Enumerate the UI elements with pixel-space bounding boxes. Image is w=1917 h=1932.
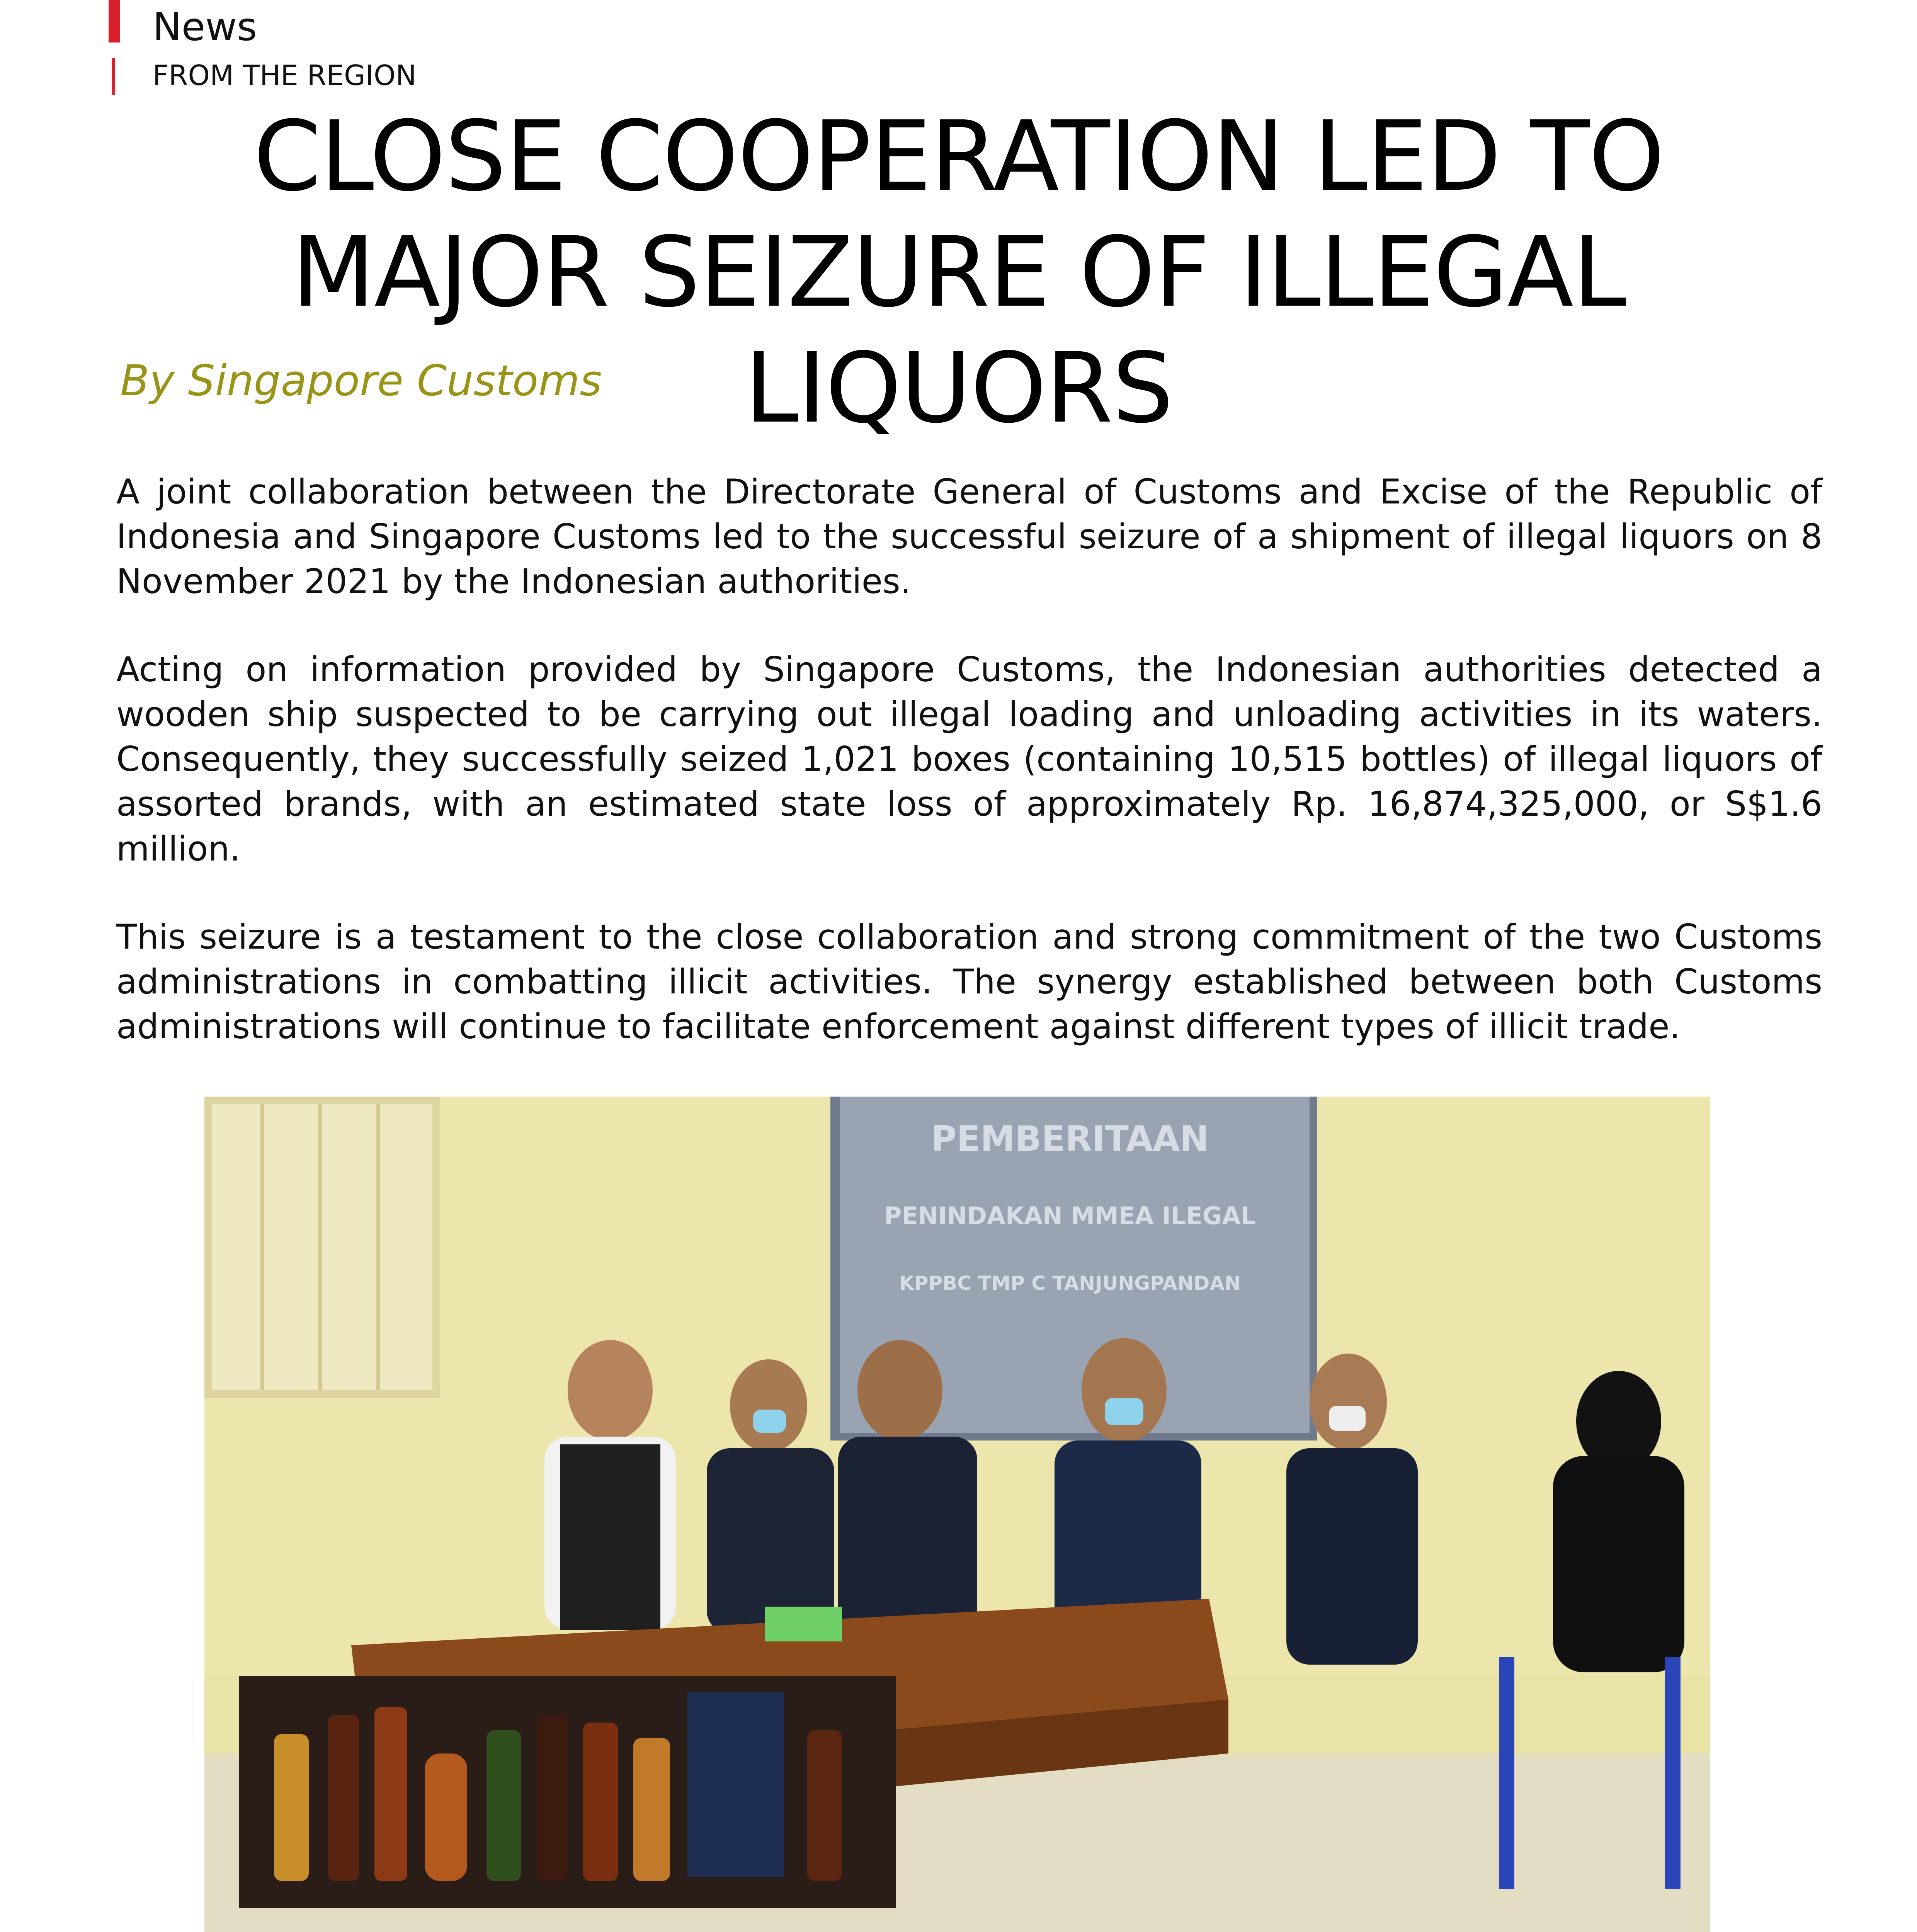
section-marker-bar <box>109 0 120 43</box>
subsection-label: FROM THE REGION <box>153 59 417 92</box>
body-paragraph: Acting on information provided by Singapore Customs, the Indonesian authorities detected a wooden ship suspected to be carrying out illegal loading and unloading activities in its waters. Consequently, they successfully seized 1,021 boxes (containing 10,515 bottles) of illegal liquors of assorted brands, with an estimated state loss of approximately Rp. 16,874,325,000, or S$1.6 million. <box>116 650 1822 869</box>
screen-text-line: PEMBERITAAN <box>931 1119 1209 1159</box>
press-conference-photo <box>204 1097 1710 1932</box>
body-paragraph: A joint collaboration between the Directorate General of Customs and Excise of the Republic of Indonesia and Singapore Customs led to the successful seizure of a shipment of illegal liquors on 8 November 2021 by the Indonesian authorities. <box>116 472 1822 601</box>
subsection-marker-bar <box>112 58 115 95</box>
article-byline: By Singapore Customs <box>120 356 602 405</box>
section-label: News <box>153 4 257 49</box>
body-paragraph: This seizure is a testament to the close collaboration and strong commitment of the two Customs administrations in combatting illicit activities. The synergy established between both Customs administrations will continue to facilitate enforcement against different types of illicit trade. <box>116 917 1822 1046</box>
article-body <box>116 469 1822 1092</box>
screen-text-line: KPPBC TMP C TANJUNGPANDAN <box>899 1272 1241 1294</box>
article-title: CLOSE COOPERATION LED TO MAJOR SEIZURE OF ILLEGAL LIQUORS <box>253 100 1664 444</box>
screen-text-line: PENINDAKAN MMEA ILEGAL <box>884 1202 1256 1230</box>
